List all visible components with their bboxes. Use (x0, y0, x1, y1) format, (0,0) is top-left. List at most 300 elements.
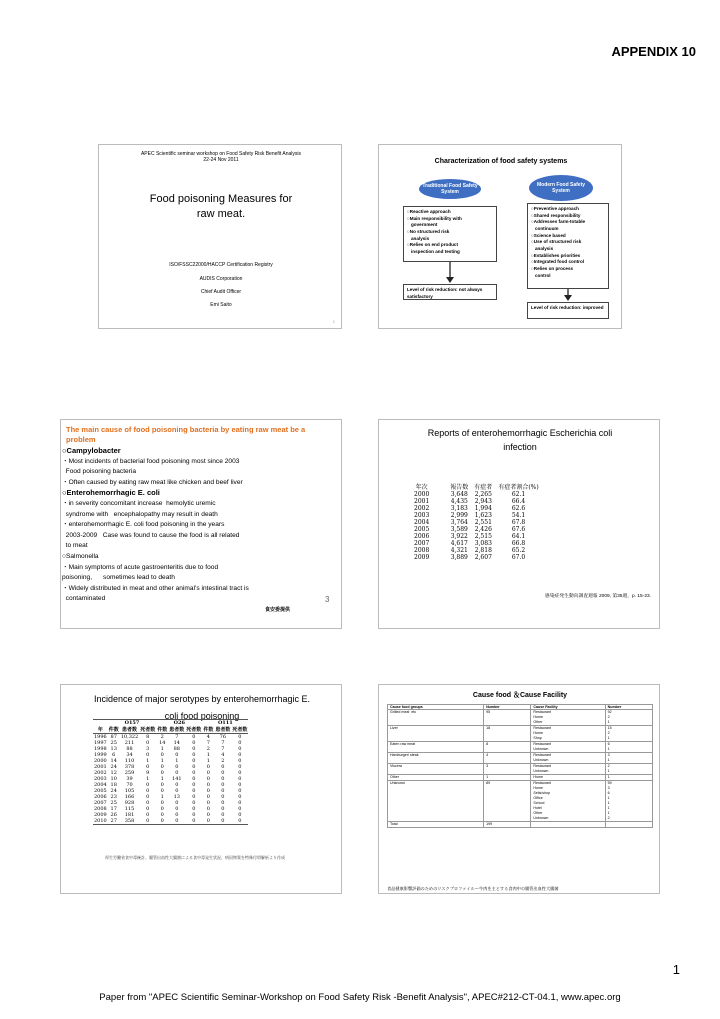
table-cell: 88 (126, 746, 133, 752)
table-cell: 67.6 (511, 526, 526, 533)
table-cell: 3,889 (450, 554, 468, 561)
traditional-system-bubble: Traditional Food Safety System (419, 179, 481, 199)
table-cell: 1 (175, 758, 179, 764)
table-cell: 62.1 (511, 491, 526, 498)
page-footer: Paper from "APEC Scientific Seminar-Workshop on Food Safety Risk -Benefit Analysis", APEC#212-CT-04.1, www.apec.org (99, 992, 621, 1003)
table-cell: 2006 (414, 533, 430, 540)
table-cell: 378 (124, 764, 135, 770)
table-cell: 0 (192, 776, 196, 782)
table-cell: 0 (146, 818, 150, 824)
workshop-line1: APEC Scientific seminar workshop on Food Safety Risk Benefit Analysis (140, 151, 302, 157)
table-cell: 24 (110, 788, 117, 794)
table-cell: 0 (206, 812, 210, 818)
table-cell: 0 (238, 740, 242, 746)
slide-serotypes (60, 684, 342, 894)
table-cell: 0 (146, 764, 150, 770)
table-cell: 15 2 1 (605, 726, 652, 742)
table-cell: 0 (175, 752, 179, 758)
table-cell: 4,321 (450, 547, 468, 554)
table-cell: 0 (146, 740, 150, 746)
table-cell: 2004 (414, 519, 430, 526)
table-cell: Restaurant Unknown (531, 764, 605, 775)
col-header: 死者数 (232, 727, 248, 733)
table-cell: 181 (124, 812, 135, 818)
slide-title-text (99, 192, 343, 222)
table-cell: 0 (192, 764, 196, 770)
table-row (388, 742, 653, 753)
serotype-table (93, 719, 248, 825)
table-cell: 4,617 (450, 540, 468, 547)
table-cell: 0 (221, 770, 225, 776)
registry: ISO/FSSC22000/HACCP Certification Registry (169, 262, 273, 268)
table-cell (531, 822, 605, 828)
table-cell: 0 (192, 746, 196, 752)
table-cell: 3,764 (450, 519, 468, 526)
table-cell: 2,607 (474, 554, 492, 561)
table-cell: 0 (238, 818, 242, 824)
table-cell: 2008 (414, 547, 430, 554)
table-cell: 34 (126, 752, 133, 758)
table-cell: 3,589 (450, 526, 468, 533)
table-row (411, 519, 542, 526)
table-cell (605, 822, 652, 828)
table-cell: 3,922 (450, 533, 468, 540)
table-row (388, 726, 653, 742)
table-cell: 2,551 (474, 519, 492, 526)
table-cell: 1 (484, 775, 531, 781)
table-cell: 6 1 (605, 742, 652, 753)
table-cell: 2001 (414, 498, 430, 505)
table-cell: 2,999 (450, 512, 468, 519)
table-cell: 0 (160, 764, 164, 770)
table-cell: Restaurant Home Other (531, 710, 605, 726)
table-cell: 110 (124, 758, 135, 764)
table-cell: Restaurant Home Shop (531, 726, 605, 742)
group-header: O26 (173, 720, 185, 726)
table-row (388, 822, 653, 828)
table-cell: 259 (124, 770, 135, 776)
table-cell: 0 (221, 764, 225, 770)
table-cell: 2003 (414, 512, 430, 519)
table-cell: 0 (221, 806, 225, 812)
group-header: O157 (124, 720, 140, 726)
body-line: poisoning, sometimes lead to death (62, 574, 175, 582)
table-cell: 6 (112, 752, 116, 758)
table-cell: Restaurant Unknown (531, 753, 605, 764)
table-cell: 0 (238, 812, 242, 818)
table-cell: 0 (192, 800, 196, 806)
table-cell: 65.2 (511, 547, 526, 554)
table-cell: 4,435 (450, 498, 468, 505)
table-cell: Hamburger/ steak (388, 753, 484, 764)
col-header: Number (605, 705, 652, 710)
slide5-title: Incidence of major serotypes by enterohemorrhagic E. coli food poisoning (93, 694, 311, 721)
table-cell: 0 (192, 770, 196, 776)
table-cell: Liver (388, 726, 484, 742)
table-cell: 0 (175, 764, 179, 770)
table-cell: 0 (160, 806, 164, 812)
table-cell: 2002 (414, 505, 430, 512)
table-cell: 199 (484, 822, 531, 828)
table-row (411, 540, 542, 547)
col-header: 件数 (108, 727, 119, 733)
table-row (411, 533, 542, 540)
body-line: ○Salmonella (62, 552, 99, 560)
body-line: ・enterohemorrhagic E. coli food poisoning in the years (62, 521, 225, 529)
table-cell: 25 (110, 800, 117, 806)
table-cell: 0 (192, 734, 196, 740)
table-cell: 0 (192, 812, 196, 818)
table-cell: 4 (206, 734, 210, 740)
table-cell: 2007 (414, 540, 430, 547)
table-cell: 18 (484, 726, 531, 742)
body-line: ・Widely distributed in meat and other animal’s intestinal tract is (62, 584, 249, 592)
table-cell: 0 (192, 740, 196, 746)
table-cell: 39 (126, 776, 133, 782)
table-cell: 92 2 1 (605, 710, 652, 726)
table-cell: 7 (221, 746, 225, 752)
table-cell: 23 (110, 794, 117, 800)
table-cell: 10,322 (120, 734, 139, 740)
table-cell: 0 (238, 788, 242, 794)
col-header: 患者数 (215, 727, 231, 733)
table-cell: 9 (146, 770, 150, 776)
col-header: 患者数 (169, 727, 185, 733)
table-cell: 2009 (414, 554, 430, 561)
table-cell: 7 (221, 740, 225, 746)
table-cell: 2003 (94, 776, 107, 782)
table-cell: 88 (173, 746, 180, 752)
body-line: ・in severity concomitant increase hemolytic uremic (62, 499, 216, 507)
table-cell: 0 (160, 782, 164, 788)
modern-system-bubble: Modern Food Safety System (529, 175, 593, 201)
table-cell: Viscera (388, 764, 484, 775)
table-cell: 2005 (94, 788, 107, 794)
table-cell: 0 (160, 812, 164, 818)
body-line: ・Most incidents of bacterial food poisoning most since 2003 (62, 457, 240, 465)
table-cell: 24 (110, 764, 117, 770)
table-cell: 0 (175, 788, 179, 794)
table-cell: 1 (160, 794, 164, 800)
body-line: 2003-2009 Case was found to cause the food is all related (62, 531, 240, 539)
table-cell: 18 (110, 782, 117, 788)
table-cell: 8 (484, 742, 531, 753)
table-cell: 1 (206, 758, 210, 764)
table-cell: 0 (206, 764, 210, 770)
title-line2: raw meat. (196, 208, 246, 220)
slide3-body (62, 446, 342, 605)
table-cell: 2,426 (474, 526, 492, 533)
slide-cause-food (378, 684, 660, 894)
table-cell: 0 (146, 794, 150, 800)
slide2-title: Characterization of food safety systems (434, 158, 568, 165)
table-cell: 1,623 (474, 512, 492, 519)
body-line: ・Often caused by eating raw meat like chicken and beef liver (62, 478, 243, 486)
table-cell: 2 (160, 734, 164, 740)
table-cell: 0 (221, 782, 225, 788)
table-cell: 0 (238, 758, 242, 764)
slide3-title: The main cause of food poisoning bacteria by eating raw meat be a problem (66, 425, 306, 444)
table-cell: 0 (192, 752, 196, 758)
table-cell: 1 (160, 776, 164, 782)
body-line: contaminated (62, 595, 106, 603)
table-cell: 3,183 (450, 505, 468, 512)
table-cell: 12 (110, 770, 117, 776)
table-cell: Home (531, 775, 605, 781)
table-cell: 8 (146, 734, 150, 740)
table-cell: 17 (110, 806, 117, 812)
table-cell: 95 (484, 710, 531, 726)
table-cell: 2,943 (474, 498, 492, 505)
table-cell: 1996 (94, 734, 107, 740)
table-cell: 0 (192, 818, 196, 824)
table-cell: 0 (192, 782, 196, 788)
slide5-note: 厚生労働省食中毒統計、腸管出血性大腸菌による食中毒発生状況、病因物質を特殊付帯解析より作成 (105, 855, 285, 860)
col-header: 死者数 (140, 727, 156, 733)
table-cell: 1997 (94, 740, 107, 746)
table-cell: 0 (160, 770, 164, 776)
body-line: Food poisoning bacteria (62, 468, 137, 476)
table-cell: 0 (146, 812, 150, 818)
table-cell: 2007 (94, 800, 107, 806)
table-cell: 7 (206, 740, 210, 746)
table-cell: 67.8 (511, 519, 526, 526)
table-cell: 0 (238, 806, 242, 812)
table-cell: 76 (219, 734, 227, 740)
table-cell: 0 (146, 806, 150, 812)
table-row (411, 498, 542, 505)
table-row (411, 505, 542, 512)
table-cell: 0 (160, 800, 164, 806)
table-cell: 2009 (94, 812, 107, 818)
slide4-title: Reports of enterohemorrhagic Escherichia coli infection (427, 428, 613, 452)
page-number: 1 (672, 962, 680, 977)
organization: AUDIS Corporation (199, 276, 243, 282)
table-cell: 2 (206, 746, 210, 752)
table-cell: 26 (110, 812, 117, 818)
table-cell: 2002 (94, 770, 107, 776)
col-header: 報告数 (450, 484, 469, 491)
table-cell: 0 (238, 794, 242, 800)
table-cell: Eaten raw meat (388, 742, 484, 753)
col-header: Cause food groups (388, 705, 484, 710)
table-row (411, 512, 542, 519)
traditional-items-box: ○Reactive approach ○Main responsibility with government ○No structured risk analysis ○Relies on end product inspection and testing (403, 206, 497, 262)
table-cell: 0 (206, 788, 210, 794)
table-cell: 2005 (414, 526, 430, 533)
group-header: O111 (217, 720, 233, 726)
title-line1: Food poisoning Measures for (149, 193, 293, 205)
table-cell: 0 (175, 770, 179, 776)
body-line: to meat (62, 542, 88, 550)
table-cell: 0 (160, 752, 164, 758)
table-cell: 13 (173, 794, 180, 800)
table-cell: 3 1 (605, 753, 652, 764)
slide-number: 3 (325, 595, 330, 604)
table-cell: 0 (192, 806, 196, 812)
table-cell: 4 (484, 753, 531, 764)
table-cell: 0 (221, 794, 225, 800)
table-cell: 0 (146, 788, 150, 794)
traditional-result-box: Level of risk reduction: not always satisfactory (403, 284, 497, 300)
table-cell: 0 (175, 818, 179, 824)
table-cell: 2 (221, 758, 225, 764)
table-row (93, 818, 248, 825)
table-cell: 59 3 6 1 1 1 1 2 (605, 781, 652, 822)
table-cell: 67.0 (511, 554, 526, 561)
table-cell: 115 (124, 806, 135, 812)
table-cell: 1 (160, 758, 164, 764)
table-cell: 0 (175, 800, 179, 806)
body-line: ○Enterohemorrhagic E. coli (62, 488, 160, 498)
table-cell: 1998 (94, 746, 107, 752)
table-cell: 0 (160, 788, 164, 794)
table-cell: 358 (124, 818, 135, 824)
table-cell: 14 (110, 758, 117, 764)
table-cell: 0 (175, 812, 179, 818)
table-cell: 25 (110, 740, 117, 746)
table-row (388, 753, 653, 764)
table-cell: 87 (110, 734, 117, 740)
table-cell: 0 (238, 752, 242, 758)
table-cell: 2006 (94, 794, 107, 800)
table-cell: 4 (221, 752, 225, 758)
table-cell: 928 (124, 800, 135, 806)
table-cell: 0 (206, 782, 210, 788)
col-header: 有症者割合(%) (498, 484, 539, 491)
table-cell: 2001 (94, 764, 107, 770)
modern-result-box: Level of risk reduction: improved (527, 302, 609, 319)
table-row (411, 547, 542, 554)
table-cell: 64.1 (511, 533, 526, 540)
table-cell: 14 (173, 740, 180, 746)
table-cell: 0 (146, 800, 150, 806)
body-line: syndrome with encephalopathy may result in death (62, 510, 218, 518)
slide3-source: 食安委提供 (265, 607, 291, 613)
table-cell: 14 (159, 740, 166, 746)
table-cell: 0 (238, 782, 242, 788)
table-cell: Grilled meat etc (388, 710, 484, 726)
table-cell: 0 (206, 770, 210, 776)
table-cell: Restaurant Home Selis/shop Office School Hotel Other Unknown (531, 781, 605, 822)
slide-title (98, 144, 342, 329)
col-header: Number (484, 705, 531, 710)
table-cell: 66.4 (511, 498, 526, 505)
table-cell: 3 (146, 746, 150, 752)
table-cell: 1 (206, 752, 210, 758)
role: Chief Audit Officer (200, 289, 242, 295)
table-cell: 1999 (94, 752, 107, 758)
table-cell: 0 (238, 776, 242, 782)
workshop-line2: 22-24 Nov 2011 (203, 157, 239, 163)
table-cell: 54.1 (511, 512, 526, 519)
table-cell: 89 (484, 781, 531, 822)
table-cell: 0 (206, 794, 210, 800)
table-cell: 27 (110, 818, 117, 824)
slide6-source: 食品健康影響評価のためのリスクプロファイル～牛肉を主とする食肉中の腸管出血性大腸菌 (387, 886, 559, 891)
table-cell: 0 (192, 794, 196, 800)
table-cell: 0 (238, 770, 242, 776)
table-cell: 0 (238, 800, 242, 806)
table-cell: 0 (206, 776, 210, 782)
cause-food-table (387, 704, 653, 828)
table-cell: 62.6 (511, 505, 526, 512)
table-row (388, 764, 653, 775)
author-name: Emi Saito (210, 302, 232, 308)
table-cell: 2008 (94, 806, 107, 812)
table-cell: 0 (206, 806, 210, 812)
table-cell: 1,994 (474, 505, 492, 512)
table-cell: 1 (146, 758, 150, 764)
table-cell: 2000 (414, 491, 430, 498)
ehec-reports-table (411, 482, 542, 561)
table-cell: 70 (126, 782, 133, 788)
table-cell: 141 (172, 776, 182, 782)
table-cell: 0 (206, 818, 210, 824)
col-header: 年次 (415, 484, 428, 491)
col-header: 年 (97, 727, 103, 733)
table-cell: Unknown (388, 781, 484, 822)
col-header: 死者数 (186, 727, 202, 733)
table-cell: 0 (221, 800, 225, 806)
table-cell: 66.8 (511, 540, 526, 547)
table-cell: 0 (160, 818, 164, 824)
table-cell: 0 (175, 806, 179, 812)
table-row (388, 781, 653, 822)
table-cell: 2 1 (605, 764, 652, 775)
slide-main-causes (60, 419, 342, 629)
body-line: ・Main symptoms of acute gastroenteritis due to food (62, 563, 219, 571)
table-cell: 13 (110, 746, 117, 752)
slide6-title: Cause food ＆Cause Facility (472, 692, 568, 699)
table-cell: Other (388, 775, 484, 781)
slide-ehec-reports (378, 419, 660, 629)
table-row (411, 526, 542, 533)
col-header: 有症者 (474, 484, 493, 491)
table-cell: 0 (238, 764, 242, 770)
table-cell: 2000 (94, 758, 107, 764)
table-cell: 2004 (94, 782, 107, 788)
table-cell: 2,265 (474, 491, 492, 498)
table-cell: 3,083 (474, 540, 492, 547)
table-cell: Total (388, 822, 484, 828)
body-line: ○Campylobacter (62, 446, 121, 455)
modern-items-box: ○Preventive approach ○Shared responsibility ○Addresses farm-totable continuum ○Science based ○Use of structured risk analysis ○Establishes priorities ○Integrated food control ○Relies on process control (527, 203, 609, 289)
table-row (388, 710, 653, 726)
table-cell: 0 (146, 752, 150, 758)
table-cell: 211 (124, 740, 135, 746)
table-cell: 105 (124, 788, 135, 794)
table-cell: 10 (110, 776, 117, 782)
table-cell: 3 (484, 764, 531, 775)
table-cell: 166 (124, 794, 135, 800)
table-cell: 0 (175, 782, 179, 788)
table-cell: 2,818 (474, 547, 492, 554)
slide-number: 1 (332, 319, 335, 324)
table-cell: 0 (206, 800, 210, 806)
table-row (411, 554, 542, 561)
table-cell: 0 (238, 734, 242, 740)
table-cell: 0 (238, 746, 242, 752)
col-header: 件数 (157, 727, 168, 733)
appendix-label: APPENDIX 10 (611, 44, 696, 59)
table-cell: 1 (160, 746, 164, 752)
table-cell: Restaurant Unknown (531, 742, 605, 753)
table-cell: 0 (221, 812, 225, 818)
table-cell: 0 (192, 758, 196, 764)
table-cell: 0 (221, 788, 225, 794)
col-header: 患者数 (121, 727, 137, 733)
